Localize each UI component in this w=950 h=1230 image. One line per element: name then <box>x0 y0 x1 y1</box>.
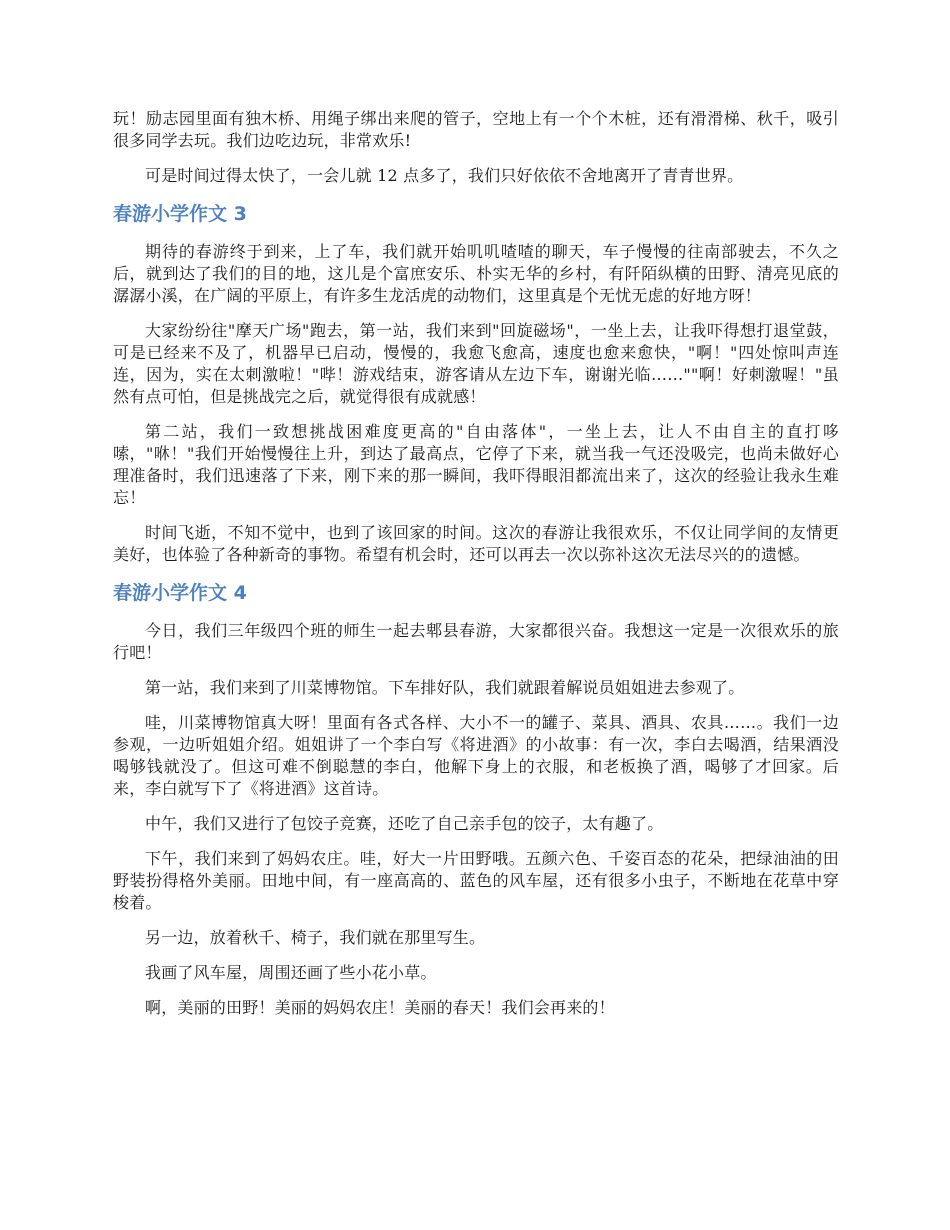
section-4-paragraph-8: 啊，美丽的田野！美丽的妈妈农庄！美丽的春天！我们会再来的！ <box>145 998 615 1017</box>
document-page <box>113 108 839 1032</box>
section-3-paragraph-2: 大家纷纷往"摩天广场"跑去，第一站，我们来到"回旋磁场"，一坐上去，让我吓得想打退堂鼓，可是已经来不及了，机器早已启动，慢慢的，我愈飞愈高，速度也愈来愈快，"啊！"四处惊叫声连连，因为，实在太刺激啦！"哔！游戏结束，游客请从左边下车，谢谢光临……""啊！好刺激喔！"虽然有点可怕，但是挑战完之后，就觉得很有成就感！ <box>113 321 839 406</box>
section-4-paragraph-5: 下午，我们来到了妈妈农庄。哇，好大一片田野哦。五颜六色、千姿百态的花朵，把绿油油的田野装扮得格外美丽。田地中间，有一座高高的、蓝色的风车屋，还有很多小虫子，不断地在花草中穿梭着。 <box>113 849 839 912</box>
section-3-paragraph-1: 期待的春游终于到来，上了车，我们就开始叽叽喳喳的聊天，车子慢慢的往南部驶去，不久之后，就到达了我们的目的地，这儿是个富庶安乐、朴实无华的乡村，有阡陌纵横的田野、清亮见底的潺潺小溪，在广阔的平原上，有许多生龙活虎的动物们，这里真是个无忧无虑的好地方呀！ <box>113 242 839 305</box>
section-4-paragraph-7: 我画了风车屋，周围还画了些小花小草。 <box>145 963 437 982</box>
section-4-paragraph-1: 今日，我们三年级四个班的师生一起去郫县春游，大家都很兴奋。我想这一定是一次很欢乐的旅行吧！ <box>113 621 839 662</box>
section-3-paragraph-3: 第二站，我们一致想挑战困难度更高的"自由落体"，一坐上去，让人不由自主的直打哆嗦，"咻！"我们开始慢慢往上升，到达了最高点，它停了下来，就当我一气还没吸完，也尚未做好心理准备时，我们迅速落了下来，刚下来的那一瞬间，我吓得眼泪都流出来了，这次的经验让我永生难忘！ <box>113 422 839 507</box>
section-4-title: 春游小学作文 4 <box>113 582 247 604</box>
section-3-paragraph-4: 时间飞逝，不知不觉中，也到了该回家的时间。这次的春游让我很欢乐，不仅让同学间的友情更美好，也体验了各种新奇的事物。希望有机会时，还可以再去一次以弥补这次无法尽兴的的遗憾。 <box>113 523 839 564</box>
section-4-paragraph-2: 第一站，我们来到了川菜博物馆。下车排好队，我们就跟着解说员姐姐进去参观了。 <box>145 678 745 697</box>
intro-paragraph-2: 可是时间过得太快了，一会儿就 12 点多了，我们只好依依不舍地离开了青青世界。 <box>145 166 744 185</box>
section-4-paragraph-4: 中午，我们又进行了包饺子竞赛，还吃了自己亲手包的饺子，太有趣了。 <box>145 814 664 833</box>
section-4-paragraph-6: 另一边，放着秋千、椅子，我们就在那里写生。 <box>145 928 486 947</box>
section-3-title: 春游小学作文 3 <box>113 203 247 225</box>
intro-paragraph-1: 玩！励志园里面有独木桥、用绳子绑出来爬的管子，空地上有一个个木桩，还有滑滑梯、秋千，吸引很多同学去玩。我们边吃边玩，非常欢乐! <box>113 109 839 150</box>
section-4-paragraph-3: 哇，川菜博物馆真大呀！里面有各式各样、大小不一的罐子、菜具、酒具、农具……。我们一边参观，一边听姐姐介绍。姐姐讲了一个李白写《将进酒》的小故事：有一次，李白去喝酒，结果酒没喝够钱就没了。但这可难不倒聪慧的李白，他解下身上的衣服，和老板换了酒，喝够了才回家。后来，李白就写下了《将进酒》这首诗。 <box>113 713 839 798</box>
